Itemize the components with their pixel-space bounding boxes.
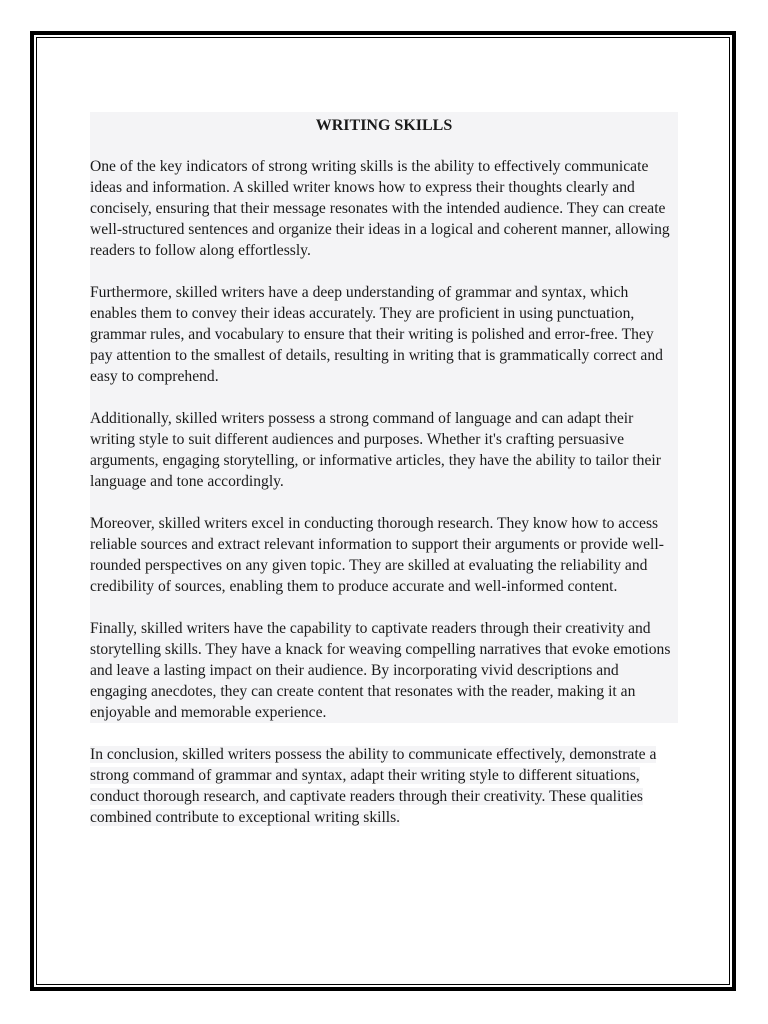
paragraph-4: Moreover, skilled writers excel in conducting thorough research. They know how to access reliable sources and extract relevant information to support their arguments or provide well-rounded perspectives on any given topic. They are skilled at evaluating the reliability and credibility of sources, enabling them to produce accurate and well-informed content.: [90, 513, 678, 597]
spacer: [90, 261, 678, 282]
document-title: WRITING SKILLS: [90, 112, 678, 137]
spacer: [90, 387, 678, 408]
spacer: [90, 597, 678, 618]
paragraph-1: One of the key indicators of strong writing skills is the ability to effectively communicate ideas and information. A skilled writer knows how to express their thoughts clearly and concisely, ensuring that their message resonates with the intended audience. They can create well-structured sentences and organize their ideas in a logical and coherent manner, allowing readers to follow along effortlessly.: [90, 156, 678, 261]
document-body: [90, 112, 678, 828]
paragraph-2: Furthermore, skilled writers have a deep understanding of grammar and syntax, which enables them to convey their ideas accurately. They are proficient in using punctuation, grammar rules, and vocabulary to ensure that their writing is polished and error-free. They pay attention to the smallest of details, resulting in writing that is grammatically correct and easy to comprehend.: [90, 282, 678, 387]
paragraph-6: [90, 744, 678, 828]
paragraph-6-text: In conclusion, skilled writers possess the ability to communicate effectively, demonstrate a strong command of grammar and syntax, adapt their writing style to different situations, conduct thorough research, and captivate readers through their creativity. These qualities combined contribute to exceptional writing skills.: [90, 746, 657, 826]
spacer: [90, 137, 678, 156]
spacer: [90, 723, 678, 744]
paragraph-5: Finally, skilled writers have the capability to captivate readers through their creativity and storytelling skills. They have a knack for weaving compelling narratives that evoke emotions and leave a lasting impact on their audience. By incorporating vivid descriptions and engaging anecdotes, they can create content that resonates with the reader, making it an enjoyable and memorable experience.: [90, 618, 678, 723]
spacer: [90, 492, 678, 513]
paragraph-3: Additionally, skilled writers possess a strong command of language and can adapt their writing style to suit different audiences and purposes. Whether it's crafting persuasive arguments, engaging storytelling, or informative articles, they have the ability to tailor their language and tone accordingly.: [90, 408, 678, 492]
